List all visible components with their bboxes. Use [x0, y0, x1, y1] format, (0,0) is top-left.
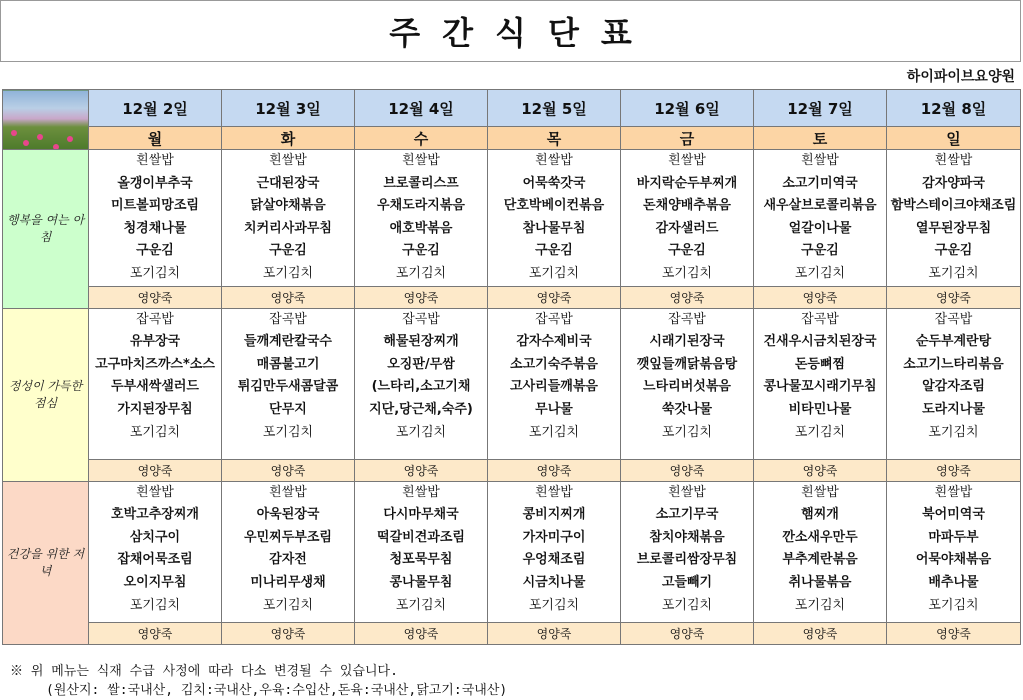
menu-cell: [754, 308, 887, 459]
date-header: 12월 7일: [754, 90, 887, 127]
menu-item: 잡곡밥: [934, 311, 973, 327]
menu-item: 포기김치: [395, 597, 447, 613]
menu-item: 청경채나물: [123, 220, 187, 236]
menu-item: 아욱된장국: [256, 507, 320, 523]
menu-cell: [222, 481, 355, 622]
menu-item: 잡곡밥: [136, 311, 174, 327]
porridge-cell: 영양죽: [488, 459, 621, 481]
menu-item: 참나물무침: [522, 220, 586, 236]
menu-item: 단무지: [269, 401, 307, 417]
menu-cell: [887, 481, 1021, 622]
menu-item: 미트볼피망조림: [111, 198, 199, 214]
menu-item: 흰쌀밥: [136, 153, 174, 168]
menu-item: 구운김: [269, 243, 307, 259]
porridge-cell: 영양죽: [89, 286, 222, 308]
meal-label: 정성이 가득한 점심: [3, 308, 89, 481]
menu-item: 알감자조림: [922, 379, 985, 395]
menu-item: 어묵야채볶음: [915, 552, 992, 568]
menu-item: 흰쌀밥: [535, 153, 573, 168]
menu-item: 잡곡밥: [801, 311, 839, 327]
menu-change-notice: ※ 위 메뉴는 식재 수급 사정에 따라 다소 변경될 수 있습니다.: [10, 664, 398, 679]
menu-item: 포기김치: [928, 597, 979, 613]
menu-item: 잡곡밥: [668, 311, 706, 327]
menu-item: 북어미역국: [922, 507, 985, 523]
menu-cell: [355, 481, 488, 622]
menu-item: 삼치구이: [129, 529, 181, 545]
menu-item: 포기김치: [794, 265, 846, 281]
menu-item: 햄찌개: [801, 507, 839, 523]
menu-item: 함박스테이크야채조림: [890, 198, 1017, 214]
menu-item: 포기김치: [528, 597, 580, 613]
menu-item: 포기김치: [395, 424, 447, 440]
menu-item: 흰쌀밥: [934, 153, 973, 168]
menu-item: 미나리무생채: [250, 574, 326, 590]
menu-item: 콩나물무침: [389, 574, 453, 590]
menu-item: 흰쌀밥: [801, 484, 839, 500]
menu-cell: [754, 150, 887, 287]
porridge-cell: 영양죽: [488, 286, 621, 308]
menu-item: 건새우시금치된장국: [763, 334, 877, 350]
menu-item: 배추나물: [928, 574, 979, 590]
menu-item: 구운김: [801, 243, 839, 259]
menu-cell: [89, 150, 222, 287]
menu-item: 포기김치: [928, 265, 979, 281]
date-header: 12월 5일: [488, 90, 621, 127]
menu-item: 소고기무국: [655, 507, 719, 523]
menu-item: 흰쌀밥: [136, 484, 174, 500]
menu-item: 포기김치: [262, 265, 314, 281]
menu-item: 시래기된장국: [649, 334, 725, 350]
porridge-cell: 영양죽: [754, 459, 887, 481]
porridge-cell: 영양죽: [222, 622, 355, 644]
menu-item: 해물된장찌개: [383, 334, 459, 350]
weekday-header: 토: [754, 127, 887, 150]
menu-item: 포기김치: [661, 424, 713, 440]
menu-item: 근대된장국: [256, 175, 320, 191]
menu-item: 깐소새우만두: [782, 529, 858, 545]
weekday-header: 금: [621, 127, 754, 150]
menu-item: 치커리사과무침: [244, 220, 332, 236]
menu-item: 브로콜리쌈장무침: [636, 552, 738, 568]
menu-item: 올갱이부추국: [117, 175, 193, 191]
menu-item: 얼갈이나물: [788, 220, 852, 236]
menu-item: 흰쌀밥: [934, 484, 973, 500]
menu-item: 쑥갓나물: [661, 401, 713, 417]
menu-item: 구운김: [535, 243, 573, 259]
menu-item: 잡채어묵조림: [117, 552, 193, 568]
menu-item: 소고기미역국: [782, 175, 858, 191]
menu-cell: [621, 481, 754, 622]
menu-item: 우민찌두부조림: [244, 529, 332, 545]
menu-item: 흰쌀밥: [402, 484, 440, 500]
porridge-cell: 영양죽: [222, 286, 355, 308]
date-header: 12월 4일: [355, 90, 488, 127]
weekday-header: 일: [887, 127, 1021, 150]
menu-item: 흰쌀밥: [269, 484, 307, 500]
porridge-cell: 영양죽: [887, 286, 1021, 308]
menu-item: 순두부계란탕: [915, 334, 992, 350]
menu-cell: [89, 308, 222, 459]
weekday-header: 목: [488, 127, 621, 150]
date-header: 12월 2일: [89, 90, 222, 127]
menu-item: 다시마무채국: [383, 507, 459, 523]
menu-item: 잡곡밥: [535, 311, 573, 327]
menu-item: 감자샐러드: [655, 220, 719, 236]
menu-item: 잡곡밥: [402, 311, 440, 327]
menu-item: 포기김치: [528, 424, 580, 440]
organization-name: 하이파이브요양원: [906, 69, 1015, 85]
menu-item: 흰쌀밥: [668, 153, 706, 168]
menu-cell: [621, 150, 754, 287]
menu-item: 포기김치: [661, 597, 713, 613]
menu-item: 새우살브로콜리볶음: [763, 198, 877, 214]
menu-item: 청포묵무침: [389, 552, 453, 568]
porridge-cell: 영양죽: [621, 286, 754, 308]
menu-item: 포기김치: [262, 597, 314, 613]
menu-item: 포기김치: [262, 424, 314, 440]
menu-cell: [222, 150, 355, 287]
menu-item: 구운김: [668, 243, 706, 259]
menu-item: 흰쌀밥: [269, 153, 307, 168]
menu-item: 흰쌀밥: [668, 484, 706, 500]
porridge-cell: 영양죽: [355, 622, 488, 644]
weekday-header: 화: [222, 127, 355, 150]
porridge-cell: 영양죽: [355, 286, 488, 308]
menu-item: 들깨계란칼국수: [244, 334, 332, 350]
menu-item: 비타민나물: [788, 401, 852, 417]
menu-item: 흰쌀밥: [402, 153, 440, 168]
porridge-cell: 영양죽: [621, 622, 754, 644]
menu-item: 콩나물꼬시래기무침: [763, 379, 877, 395]
menu-cell: [89, 481, 222, 622]
meal-label: 행복을 여는 아침: [3, 150, 89, 309]
weekly-menu-table: [2, 89, 1021, 645]
menu-item: 감자수제비국: [516, 334, 592, 350]
menu-item: 닭살야채볶음: [250, 198, 326, 214]
menu-item: 콩비지찌개: [522, 507, 586, 523]
menu-item: 애호박볶음: [389, 220, 453, 236]
menu-item: 시금치나물: [522, 574, 586, 590]
menu-cell: [887, 308, 1021, 459]
menu-item: 오징판/무쌈: [387, 356, 455, 372]
menu-cell: [355, 150, 488, 287]
menu-item: 어묵쑥갓국: [522, 175, 586, 191]
menu-item: 감자전: [269, 552, 307, 568]
menu-cell: [621, 308, 754, 459]
origin-notice: (원산지: 쌀:국내산, 김치:국내산,우육:수입산,돈육:국내산,닭고기:국내산): [46, 683, 508, 698]
menu-item: 느타리버섯볶음: [643, 379, 731, 395]
weekday-header: 수: [355, 127, 488, 150]
menu-cell: [887, 150, 1021, 287]
menu-item: (느타리,소고기채: [371, 379, 471, 395]
menu-item: 브로콜리스프: [383, 175, 459, 191]
menu-item: 감자양파국: [922, 175, 985, 191]
menu-item: 소고기느타리볶음: [903, 356, 1004, 372]
menu-item: 우채도라지볶음: [377, 198, 465, 214]
porridge-cell: 영양죽: [754, 622, 887, 644]
menu-cell: [488, 308, 621, 459]
flower-field-image: [3, 90, 89, 150]
menu-cell: [488, 481, 621, 622]
menu-item: 호박고추장찌개: [111, 507, 199, 523]
menu-item: 바지락순두부찌개: [636, 175, 738, 191]
menu-item: 가자미구이: [522, 529, 586, 545]
porridge-cell: 영양죽: [887, 459, 1021, 481]
menu-item: 취나물볶음: [788, 574, 852, 590]
porridge-cell: 영양죽: [89, 622, 222, 644]
menu-item: 포기김치: [794, 597, 846, 613]
menu-item: 잡곡밥: [269, 311, 307, 327]
menu-item: 두부새싹샐러드: [111, 379, 199, 395]
menu-item: 포기김치: [129, 265, 181, 281]
page-title: 주간식단표: [0, 0, 1021, 62]
menu-item: 구운김: [934, 243, 973, 259]
menu-item: 포기김치: [661, 265, 713, 281]
date-header: 12월 6일: [621, 90, 754, 127]
menu-item: 포기김치: [794, 424, 846, 440]
date-header: 12월 3일: [222, 90, 355, 127]
menu-item: 부추계란볶음: [782, 552, 858, 568]
porridge-cell: 영양죽: [222, 459, 355, 481]
menu-cell: [355, 308, 488, 459]
menu-item: 단호박베이컨볶음: [503, 198, 605, 214]
menu-item: 열무된장무침: [915, 220, 992, 236]
date-header: 12월 8일: [887, 90, 1021, 127]
porridge-cell: 영양죽: [89, 459, 222, 481]
menu-item: 고들빼기: [661, 574, 713, 590]
porridge-cell: 영양죽: [355, 459, 488, 481]
porridge-cell: 영양죽: [621, 459, 754, 481]
menu-item: 고구마치즈까스*소스: [95, 356, 215, 372]
menu-item: 포기김치: [129, 424, 181, 440]
menu-item: 지단,당근채,숙주): [369, 401, 473, 417]
menu-cell: [754, 481, 887, 622]
porridge-cell: 영양죽: [488, 622, 621, 644]
menu-item: 돈채양배추볶음: [643, 198, 731, 214]
menu-item: 우엉채조림: [522, 552, 586, 568]
porridge-cell: 영양죽: [887, 622, 1021, 644]
menu-item: 흰쌀밥: [801, 153, 839, 168]
porridge-cell: 영양죽: [754, 286, 887, 308]
menu-item: 고사리들깨볶음: [510, 379, 598, 395]
menu-item: 무나물: [535, 401, 573, 417]
menu-cell: [222, 308, 355, 459]
menu-item: 포기김치: [928, 424, 979, 440]
menu-item: 유부장국: [129, 334, 181, 350]
menu-item: 구운김: [402, 243, 440, 259]
menu-item: 포기김치: [528, 265, 580, 281]
menu-item: 흰쌀밥: [535, 484, 573, 500]
meal-label: 건강을 위한 저녁: [3, 481, 89, 644]
menu-item: 참치야채볶음: [649, 529, 725, 545]
menu-item: 오이지무침: [123, 574, 187, 590]
menu-item: 구운김: [136, 243, 174, 259]
menu-item: 떡갈비견과조림: [377, 529, 465, 545]
menu-item: 소고기숙주볶음: [510, 356, 598, 372]
menu-item: 돈등뼈찜: [794, 356, 846, 372]
menu-item: 깻잎들깨닭볶음탕: [636, 356, 738, 372]
menu-item: 포기김치: [129, 597, 181, 613]
weekday-header: 월: [89, 127, 222, 150]
menu-item: 가지된장무침: [117, 401, 193, 417]
menu-item: 매콤불고기: [256, 356, 320, 372]
menu-item: 도라지나물: [922, 401, 985, 417]
menu-cell: [488, 150, 621, 287]
menu-item: 마파두부: [928, 529, 979, 545]
menu-item: 포기김치: [395, 265, 447, 281]
menu-item: 튀김만두새콤달콤: [237, 379, 339, 395]
